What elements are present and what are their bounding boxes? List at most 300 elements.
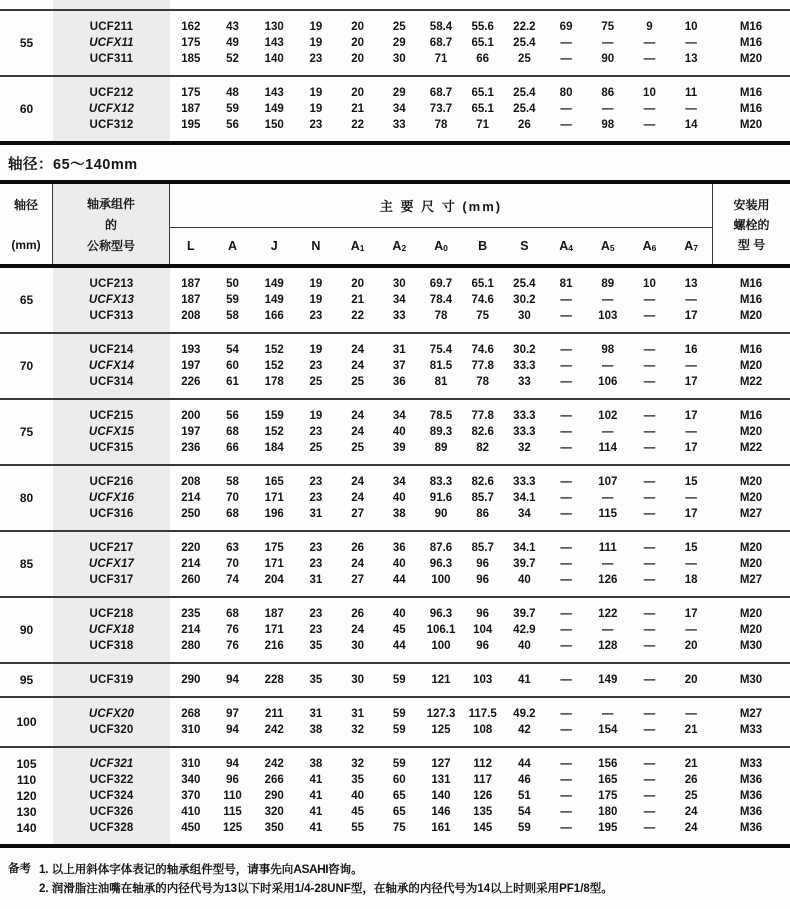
dimension-value: — [560,558,572,570]
dimension-row [170,424,712,440]
dimension-value: 59 [392,674,406,686]
dimension-value: — [643,426,656,438]
dimension-value: 117 [473,774,492,786]
dimension-value: — [685,624,697,636]
bolt-column [712,268,790,332]
diameter-group [0,75,790,141]
dimension-value: 290 [181,674,201,686]
model-column [53,532,170,596]
dimension-value: — [643,37,656,49]
dimension-value: 34.1 [513,492,536,504]
dimension-value: 59 [226,294,239,306]
dimension-value: 410 [181,806,201,818]
dimension-value: 66 [476,53,490,65]
model-column [53,664,170,696]
dimension-row [170,540,712,556]
dimension-value: — [685,103,697,115]
model-number: UCF215 [89,410,134,422]
model-number: UCFX17 [88,558,135,570]
bolt-size: M20 [739,310,763,322]
dimension-value: 68.7 [429,37,453,49]
dimension-value: — [560,724,572,736]
dimension-value: 41 [309,806,323,818]
dimension-value: 45 [392,624,406,636]
dimension-value: 214 [181,492,201,504]
model-column [53,11,170,75]
dimension-value: — [643,376,656,388]
dimension-value: 197 [181,426,201,438]
dimension-value: 125 [222,822,243,834]
dimension-value: 165 [264,476,284,488]
asahi-logo-text: ASAHI [293,862,329,876]
dimension-value: 24 [351,344,364,356]
dimension-value: 30.2 [513,294,536,306]
dimension-value: 17 [684,410,698,422]
dimension-value: 24 [351,558,364,570]
dimension-value: 33.3 [513,360,536,372]
dimension-value: — [643,344,656,356]
bolt-size: M16 [739,87,763,99]
dimension-value: 52 [226,53,239,65]
dimension-value: 31 [392,344,406,356]
diameter-group [0,696,790,746]
dimension-value: 89 [434,442,448,454]
dimension-value: 27 [351,508,364,520]
dimension-value: 193 [181,344,201,356]
header-model-line2: 的 [104,217,117,232]
dimension-value: — [560,758,572,770]
dimension-value: — [643,822,656,834]
dimension-value: 20 [684,640,698,652]
dimension-value: 33 [392,310,406,322]
model-number: UCF217 [89,542,134,554]
dimension-value: 266 [264,774,284,786]
dimension-value: 127.3 [426,708,456,720]
shaft-diameter: 105 [16,757,37,771]
dimension-value: 24 [351,360,364,372]
dimension-value: 20 [351,21,364,33]
bolt-size: M27 [739,574,763,586]
dimension-value: 135 [473,806,493,818]
dimension-value: 19 [309,37,323,49]
model-number: UCF328 [89,822,134,834]
dimension-value: 149 [264,278,284,290]
dimension-value: 78.5 [429,410,453,422]
dimension-value: 24 [351,476,364,488]
bolt-size: M16 [739,103,763,115]
dimension-value: — [560,360,572,372]
dimension-value: — [685,492,697,504]
dimension-value: 23 [309,476,323,488]
dimension-row [170,474,712,490]
dimension-value: — [643,294,656,306]
dimension-value: 156 [598,758,618,770]
dimension-value: 38 [392,508,406,520]
dimension-value: 10 [684,21,698,33]
dimension-value: 63 [226,542,239,554]
dimension-value: 112 [473,758,492,770]
dimension-value: 83.3 [429,476,453,488]
dimension-value: 102 [598,410,618,422]
bolt-column [712,748,790,844]
dimension-value: 82.6 [471,426,494,438]
shaft-diameter: 90 [19,623,34,637]
dimension-value: 21 [351,103,364,115]
dimension-value: 25.4 [513,37,536,49]
dimension-value: 171 [264,624,284,636]
dimension-value: 39 [392,442,406,454]
dimension-value: 20 [351,278,364,290]
shaft-diameter: 65 [19,293,34,307]
dimension-value: — [602,294,614,306]
dimension-value: — [643,542,656,554]
dimension-value: 48 [226,87,239,99]
main-dimensions-title: 主 要 尺 寸 (mm) [170,184,712,228]
dimension-value: — [602,360,614,372]
header-model-column [53,184,170,264]
dimension-value: 34.1 [513,542,536,554]
shaft-diameter-cell [0,466,53,530]
dimension-value: 152 [264,426,284,438]
dimension-value: 21 [684,758,698,770]
shaft-diameter-cell [0,11,53,75]
dimension-value: — [560,508,572,520]
dimension-value: — [560,442,572,454]
dimension-value: 131 [431,774,451,786]
dimension-value: — [643,774,656,786]
diameter-group [0,398,790,464]
dimension-value: 19 [309,410,323,422]
dimension-value: 310 [181,724,201,736]
dimension-value: 98 [601,119,615,131]
dimension-value: 81 [434,376,448,388]
dimension-value: 38 [309,758,323,770]
dimension-value: 59 [392,758,406,770]
dimension-value: 197 [181,360,201,372]
dimension-value: 19 [309,21,323,33]
dimension-value: 115 [598,508,618,520]
dimension-value: 89.3 [429,426,453,438]
dimension-value: 242 [264,758,284,770]
dimension-value: 23 [309,310,323,322]
dimension-value: 23 [309,608,323,620]
diameter-group [0,268,790,332]
dimension-value: 20 [351,37,364,49]
bolt-size: M20 [739,360,763,372]
dimension-value: 236 [181,442,201,454]
dimension-row [170,85,712,101]
dimension-row [170,35,712,51]
dimension-value: 220 [181,542,201,554]
dimension-value: 214 [181,558,201,570]
dimension-value: 107 [598,476,618,488]
dimension-column-label: A [228,239,238,253]
dimension-value: 17 [684,608,698,620]
bolt-size: M16 [739,410,763,422]
dimension-value: 96 [476,608,490,620]
bolt-size: M30 [739,640,763,652]
dimension-value: 94 [226,758,239,770]
dimension-value: 55 [351,822,364,834]
bolt-size: M22 [739,376,763,388]
dimension-value: 98 [601,344,615,356]
dimension-value: 89 [601,278,615,290]
dimension-value: 81.5 [429,360,453,372]
dimension-value: 65.1 [471,278,494,290]
dimension-value: 46 [517,774,531,786]
shaft-diameter-cell [0,698,53,746]
dimension-value: 20 [351,87,364,99]
footnote-lines [39,860,613,899]
dimension-value: 91.6 [429,492,453,504]
dimension-value: 81 [559,278,573,290]
model-number: UCFX18 [88,624,135,636]
dimension-value: 19 [309,103,323,115]
dimension-value: — [602,708,614,720]
dimension-value: 178 [264,376,284,388]
bolt-size: M16 [739,344,763,356]
dimension-value: 82.6 [471,476,494,488]
bolt-column [712,664,790,696]
dimension-value: 21 [684,724,698,736]
dimension-value: 68.7 [429,87,453,99]
dimension-value: 65.1 [471,37,494,49]
dimension-value: 280 [181,640,201,652]
dimension-value: 15 [684,476,698,488]
dimension-value: — [643,708,656,720]
dimension-value: 22 [351,310,364,322]
dimension-value: 149 [264,103,284,115]
dimension-value: — [643,640,656,652]
dimension-value: 11 [685,87,698,99]
dimension-value: 211 [264,708,284,720]
dimension-value: 74 [226,574,239,586]
dimension-value: 23 [309,53,323,65]
dimensions-column [170,532,712,596]
dimension-value: 154 [598,724,618,736]
dimension-value: 195 [181,119,201,131]
dimension-value: 187 [181,294,201,306]
dimension-value: 152 [264,344,284,356]
dimension-value: 77.8 [471,410,494,422]
dimension-value: 10 [643,87,656,99]
dimension-value: 36 [392,542,406,554]
dimension-row [170,117,712,133]
dimension-value: 40 [392,426,406,438]
bolt-size: M33 [739,724,763,736]
dimension-value: 71 [434,53,448,65]
dimension-row [170,374,712,390]
dimension-value: 96.3 [429,608,453,620]
dimension-value: — [602,558,614,570]
dimension-value: 108 [473,724,493,736]
dimension-value: 146 [431,806,451,818]
model-number: UCF318 [89,640,134,652]
dimension-value: 24 [351,426,364,438]
model-column [53,598,170,662]
dimension-value: 75 [601,21,615,33]
dimension-value: — [643,724,656,736]
dimension-value: 140 [264,53,284,65]
dimension-value: 45 [351,806,364,818]
dimensions-column [170,400,712,464]
dimension-value: 59 [392,724,406,736]
shaft-diameter-cell [0,400,53,464]
model-number: UCF322 [89,774,134,786]
dimension-value: 31 [309,708,323,720]
dimension-value: 320 [264,806,284,818]
shaft-diameter: 55 [19,36,34,50]
bolt-size: M20 [739,119,763,131]
dimension-value: 58 [226,476,239,488]
shaft-diameter: 95 [19,673,34,687]
dimension-value: 39.7 [513,558,536,570]
diameter-group [0,11,790,75]
dimension-value: 77.8 [471,360,494,372]
shaft-diameter: 80 [19,491,34,505]
dimension-value: 41 [309,790,323,802]
dimension-value: 96 [476,574,490,586]
dimension-value: 94 [226,674,239,686]
dimension-row [170,358,712,374]
header-bolt-line3: 型 号 [737,237,766,252]
dimension-value: — [560,674,572,686]
dimension-value: 162 [181,21,201,33]
clipped-previous-row [0,0,790,11]
dimension-value: 76 [226,624,239,636]
dimension-value: — [560,37,572,49]
dimension-value: 20 [351,53,364,65]
dimension-value: 195 [598,822,618,834]
dimension-value: 208 [181,476,201,488]
bolt-size: M36 [739,790,763,802]
dimension-value: 69.7 [429,278,453,290]
dimension-value: 204 [264,574,284,586]
dimension-value: 50 [226,278,239,290]
dimension-value: 450 [181,822,201,834]
dimension-value: 121 [431,674,451,686]
dimension-value: 250 [181,508,201,520]
dimension-value: — [560,640,572,652]
dimension-column-label: $A_7$ [684,239,699,253]
shaft-diameter: 120 [16,789,37,803]
dimension-value: 31 [309,508,323,520]
dimension-value: 214 [181,624,201,636]
dimensions-column [170,334,712,398]
dimension-value: 180 [598,806,618,818]
dimension-value: 80 [559,87,573,99]
dimension-value: 340 [181,774,201,786]
bolt-size: M33 [739,758,763,770]
dimension-value: 19 [309,87,323,99]
dimension-value: — [560,774,572,786]
dimension-value: 25 [517,53,531,65]
footnote-1-suffix: 咨询。 [328,864,363,876]
dimension-value: 14 [684,119,698,131]
dimension-value: 33.3 [513,476,536,488]
dimension-value: — [643,806,656,818]
dimension-value: 40 [392,492,406,504]
dimension-value: 26 [684,774,698,786]
dimension-value: 44 [517,758,531,770]
bolt-size: M36 [739,806,763,818]
dimensions-column [170,268,712,332]
model-column [53,748,170,844]
dimension-value: 65 [392,806,406,818]
dimension-value: 115 [223,806,242,818]
dimension-value: 39.7 [513,608,536,620]
dimension-value: 40 [517,574,531,586]
dimension-value: 13 [684,53,698,65]
dimension-row [170,408,712,424]
dimension-value: 152 [264,360,284,372]
dimension-value: 370 [181,790,201,802]
dimension-value: 20 [684,674,698,686]
dimension-value: 126 [598,574,618,586]
dimension-value: 56 [226,410,239,422]
dimension-value: — [560,426,572,438]
bolt-size: M30 [739,674,763,686]
dimension-value: 19 [309,344,323,356]
dimension-value: — [643,608,656,620]
dimension-value: 38 [309,724,323,736]
bolt-size: M36 [739,774,763,786]
dimension-value: 44 [392,640,406,652]
dimension-value: 13 [684,278,698,290]
bolt-column [712,466,790,530]
dimension-value: 75 [476,310,490,322]
model-number: UCF218 [89,608,134,620]
dimension-row [170,622,712,638]
dimension-value: — [643,790,656,802]
model-column [53,334,170,398]
bolt-size: M16 [739,294,763,306]
dimension-row [170,820,712,836]
bolt-size: M20 [739,53,763,65]
dimension-value: 125 [431,724,451,736]
dimension-value: 25 [351,376,364,388]
dimension-column-label: $A_4$ [559,239,573,253]
dimension-value: 159 [264,410,284,422]
dimension-value: 24 [351,624,364,636]
dimension-value: — [643,508,656,520]
dimension-value: 40 [517,640,531,652]
dimension-value: 74.6 [471,344,494,356]
footnote-1-text: 1. 以上用斜体字体表记的轴承组件型号，请事先向 [39,864,294,876]
bolt-size: M27 [739,708,763,720]
dimension-value: — [560,103,572,115]
model-number: UCF316 [89,508,134,520]
dimension-value: 17 [684,508,698,520]
shaft-diameter-cell [0,268,53,332]
dimension-value: 19 [309,278,323,290]
dimension-value: 260 [181,574,201,586]
dimension-value: — [602,37,614,49]
dimension-value: — [560,608,572,620]
model-column [53,466,170,530]
dimension-row [170,19,712,35]
dimension-value: 25 [309,442,323,454]
model-number: UCFX14 [88,360,135,372]
dimension-value: 187 [264,608,284,620]
bolt-size: M27 [739,508,763,520]
dimension-value: 114 [598,442,618,454]
dimension-value: 58.4 [429,21,453,33]
dimension-value: 216 [264,640,284,652]
dimension-value: 122 [598,608,618,620]
dimension-value: 187 [181,278,201,290]
dimension-value: — [643,758,656,770]
